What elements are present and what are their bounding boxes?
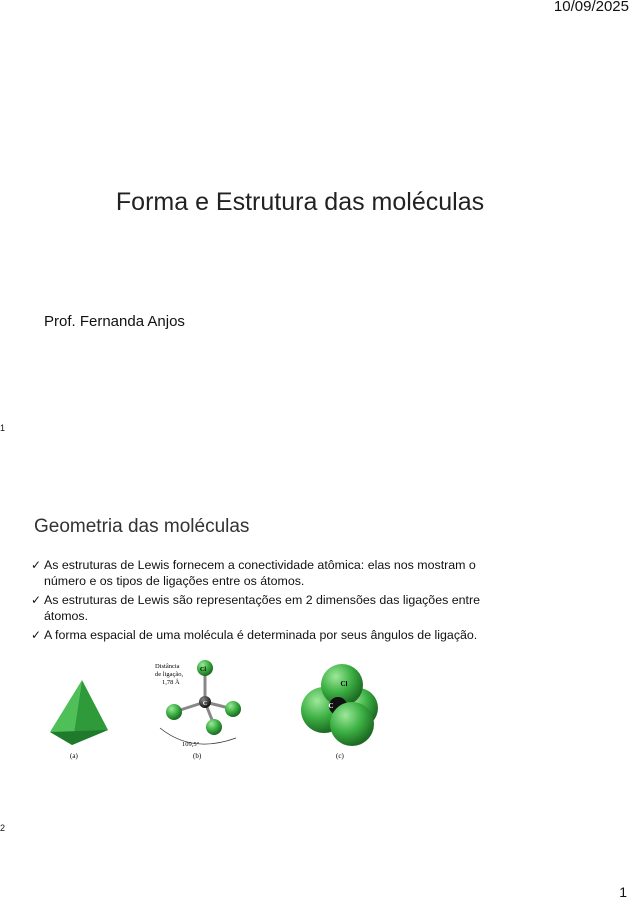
atom-label-cl-c: Cl (340, 680, 348, 688)
chlorine-atom (225, 701, 241, 717)
space-filling-model (301, 664, 378, 746)
checkmark-icon: ✓ (31, 593, 42, 607)
chlorine-atom (166, 704, 182, 720)
molecular-geometry-figure (0, 650, 633, 770)
slide-1-author: Prof. Fernanda Anjos (44, 313, 185, 330)
figure-label-b: (b) (193, 752, 202, 760)
bullet-text: As estruturas de Lewis são representações em 2 dimensões das ligações entre átomos. (44, 593, 480, 623)
bullet-list (31, 557, 521, 646)
bullet-text: As estruturas de Lewis fornecem a conectividade atômica: elas nos mostram o número e os tipos de ligações entre os átomos. (44, 558, 476, 588)
atom-label-c-b: C (202, 701, 208, 707)
atom-label-c-c: C (328, 702, 334, 710)
page-number: 1 (619, 884, 627, 900)
slide-1-title: Forma e Estrutura das moléculas (115, 188, 485, 216)
figure-label-a: (a) (70, 752, 78, 760)
print-date: 10/09/2025 (553, 0, 629, 15)
slide-2-title: Geometria das moléculas (34, 516, 250, 537)
checkmark-icon: ✓ (31, 628, 42, 642)
bond-distance-label-line2: de ligação, (155, 671, 184, 678)
bullet-text: A forma espacial de uma molécula é determinada por seus ângulos de ligação. (44, 628, 478, 642)
tetrahedron-model (50, 680, 108, 745)
checkmark-icon: ✓ (31, 558, 42, 572)
tetrahedron-face-bottom (50, 730, 108, 745)
chlorine-atom (330, 702, 374, 746)
bullet-item (31, 627, 521, 643)
figure-label-c: (c) (336, 752, 344, 760)
bond-angle-label: 109,5° (182, 741, 200, 748)
bullet-item (31, 557, 521, 589)
bond-distance-label-line3: 1,78 Å (162, 679, 180, 686)
atom-label-cl-b: Cl (200, 667, 206, 673)
slide-2-number: 2 (0, 823, 6, 833)
slide-1-number: 1 (0, 423, 6, 433)
bond-distance-label-line1: Distância (155, 663, 180, 670)
bullet-item (31, 592, 521, 624)
chlorine-atom (206, 719, 222, 735)
